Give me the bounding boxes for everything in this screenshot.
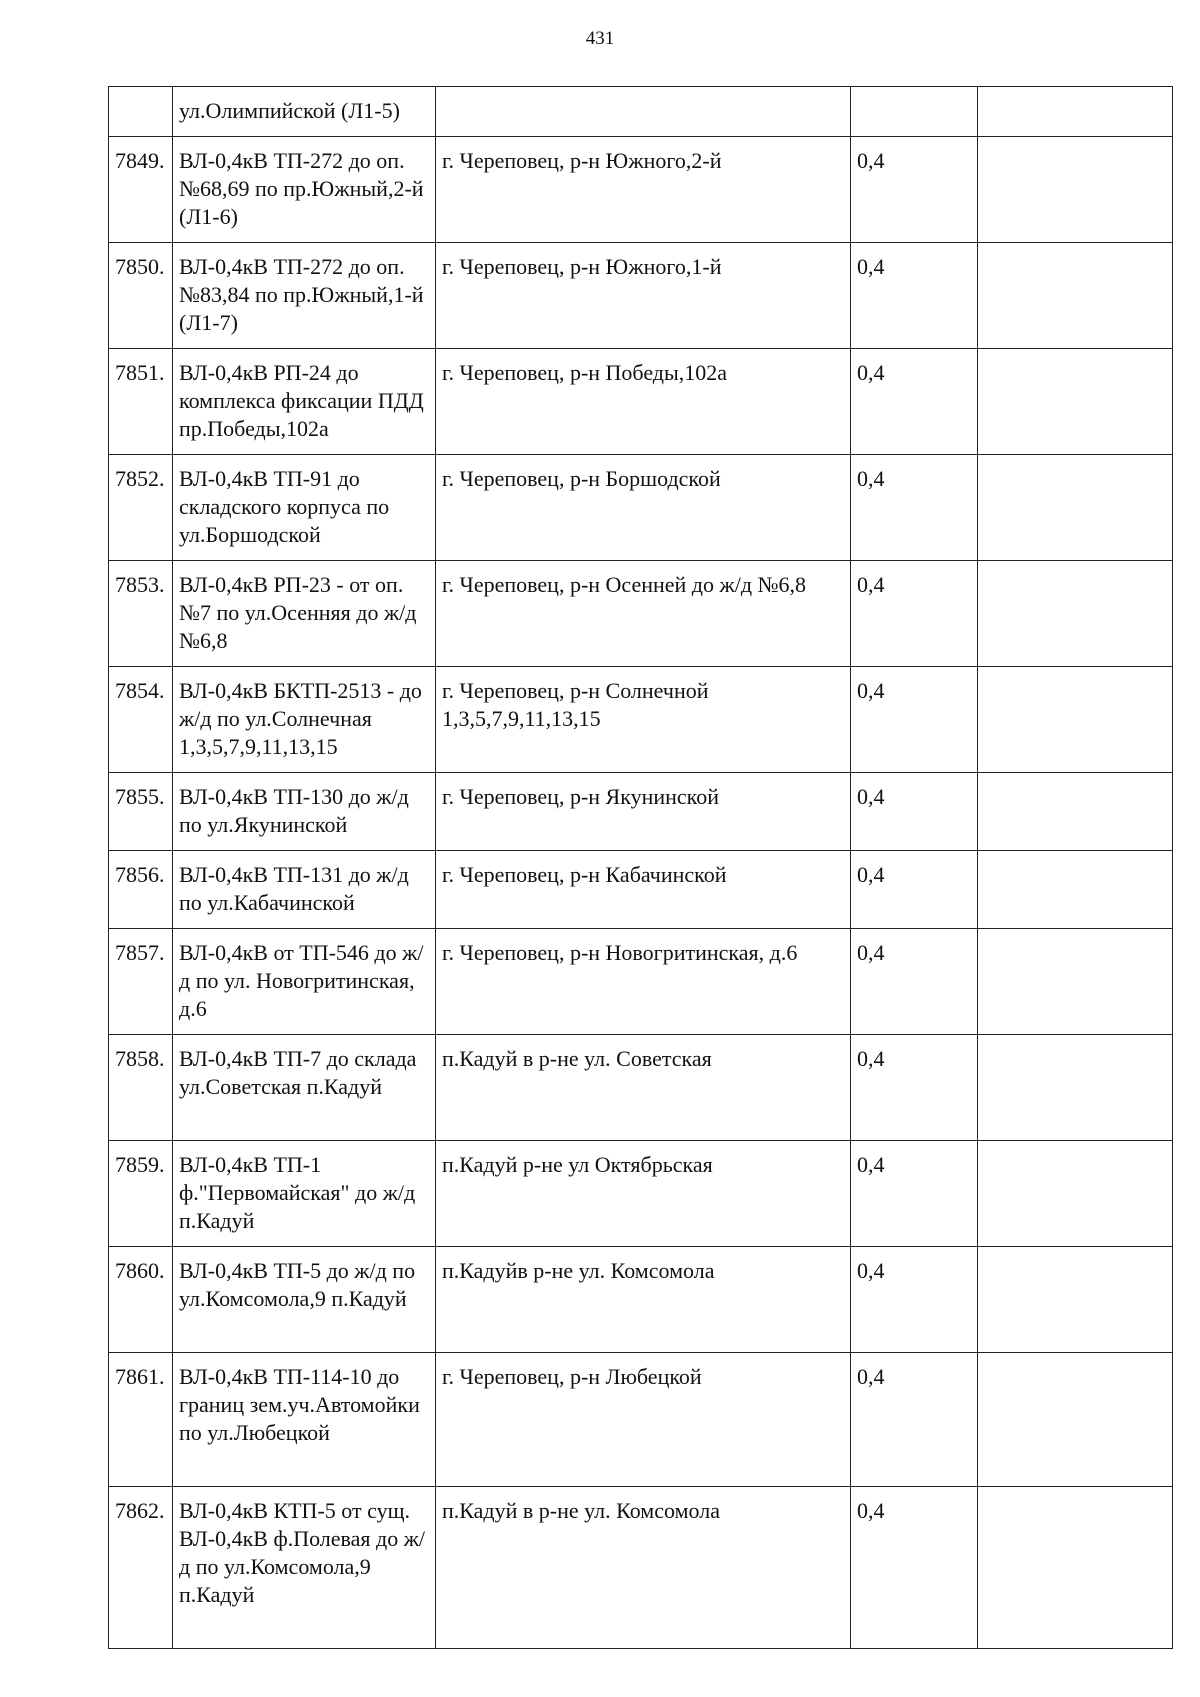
row-number-cell: 7861. bbox=[109, 1353, 173, 1487]
table-row bbox=[109, 561, 1173, 667]
line-name-cell: ВЛ-0,4кВ ТП-5 до ж/д по ул.Комсомола,9 п.Кадуй bbox=[173, 1247, 436, 1353]
row-number-cell: 7852. bbox=[109, 455, 173, 561]
extra-cell bbox=[978, 455, 1173, 561]
row-number-cell: 7855. bbox=[109, 773, 173, 851]
extra-cell bbox=[978, 1487, 1173, 1649]
line-name-cell: ВЛ-0,4кВ от ТП-546 до ж/д по ул. Новогритинская, д.6 bbox=[173, 929, 436, 1035]
address-cell: г. Череповец, р-н Якунинской bbox=[436, 773, 851, 851]
address-cell: г. Череповец, р-н Кабачинской bbox=[436, 851, 851, 929]
extra-cell bbox=[978, 561, 1173, 667]
voltage-cell bbox=[851, 87, 978, 137]
row-number-cell: 7851. bbox=[109, 349, 173, 455]
line-name-cell: ВЛ-0,4кВ ТП-7 до склада ул.Советская п.Кадуй bbox=[173, 1035, 436, 1141]
line-name-cell: ВЛ-0,4кВ ТП-131 до ж/д по ул.Кабачинской bbox=[173, 851, 436, 929]
extra-cell bbox=[978, 1035, 1173, 1141]
row-number-cell: 7849. bbox=[109, 137, 173, 243]
table-row bbox=[109, 851, 1173, 929]
page-number: 431 bbox=[585, 28, 615, 49]
address-cell: г. Череповец, р-н Любецкой bbox=[436, 1353, 851, 1487]
row-number-cell: 7860. bbox=[109, 1247, 173, 1353]
address-cell: г. Череповец, р-н Осенней до ж/д №6,8 bbox=[436, 561, 851, 667]
row-number-cell: 7853. bbox=[109, 561, 173, 667]
extra-cell bbox=[978, 243, 1173, 349]
extra-cell bbox=[978, 1141, 1173, 1247]
row-number-cell: 7850. bbox=[109, 243, 173, 349]
line-name-cell: ВЛ-0,4кВ ТП-1 ф."Первомайская" до ж/д п.Кадуй bbox=[173, 1141, 436, 1247]
voltage-cell: 0,4 bbox=[851, 137, 978, 243]
row-number-cell: 7857. bbox=[109, 929, 173, 1035]
extra-cell bbox=[978, 87, 1173, 137]
voltage-cell: 0,4 bbox=[851, 1035, 978, 1141]
voltage-cell: 0,4 bbox=[851, 1247, 978, 1353]
table-row bbox=[109, 1247, 1173, 1353]
extra-cell bbox=[978, 929, 1173, 1035]
address-cell: п.Кадуй в р-не ул. Комсомола bbox=[436, 1487, 851, 1649]
table-row bbox=[109, 455, 1173, 561]
address-cell: п.Кадуй в р-не ул. Советская bbox=[436, 1035, 851, 1141]
voltage-cell: 0,4 bbox=[851, 929, 978, 1035]
line-name-cell: ул.Олимпийской (Л1-5) bbox=[173, 87, 436, 137]
registry-table-body bbox=[109, 87, 1173, 1649]
voltage-cell: 0,4 bbox=[851, 1141, 978, 1247]
row-number-cell: 7862. bbox=[109, 1487, 173, 1649]
line-name-cell: ВЛ-0,4кВ РП-24 до комплекса фиксации ПДД пр.Победы,102а bbox=[173, 349, 436, 455]
line-name-cell: ВЛ-0,4кВ ТП-91 до складского корпуса по ул.Боршодской bbox=[173, 455, 436, 561]
table-row bbox=[109, 349, 1173, 455]
address-cell bbox=[436, 87, 851, 137]
line-name-cell: ВЛ-0,4кВ БКТП-2513 - до ж/д по ул.Солнечная 1,3,5,7,9,11,13,15 bbox=[173, 667, 436, 773]
extra-cell bbox=[978, 1353, 1173, 1487]
table-row bbox=[109, 1035, 1173, 1141]
table-row bbox=[109, 243, 1173, 349]
extra-cell bbox=[978, 1247, 1173, 1353]
row-number-cell bbox=[109, 87, 173, 137]
line-name-cell: ВЛ-0,4кВ РП-23 - от оп.№7 по ул.Осенняя до ж/д №6,8 bbox=[173, 561, 436, 667]
row-number-cell: 7858. bbox=[109, 1035, 173, 1141]
table-row bbox=[109, 773, 1173, 851]
extra-cell bbox=[978, 349, 1173, 455]
voltage-cell: 0,4 bbox=[851, 851, 978, 929]
address-cell: г. Череповец, р-н Южного,2-й bbox=[436, 137, 851, 243]
address-cell: г. Череповец, р-н Боршодской bbox=[436, 455, 851, 561]
line-name-cell: ВЛ-0,4кВ КТП-5 от сущ. ВЛ-0,4кВ ф.Полевая до ж/д по ул.Комсомола,9 п.Кадуй bbox=[173, 1487, 436, 1649]
table-row bbox=[109, 667, 1173, 773]
row-number-cell: 7859. bbox=[109, 1141, 173, 1247]
voltage-cell: 0,4 bbox=[851, 1487, 978, 1649]
line-name-cell: ВЛ-0,4кВ ТП-272 до оп.№68,69 по пр.Южный,2-й (Л1-6) bbox=[173, 137, 436, 243]
table-row bbox=[109, 1141, 1173, 1247]
table-row bbox=[109, 1353, 1173, 1487]
table-row bbox=[109, 929, 1173, 1035]
voltage-cell: 0,4 bbox=[851, 455, 978, 561]
address-cell: п.Кадуй р-не ул Октябрьская bbox=[436, 1141, 851, 1247]
voltage-cell: 0,4 bbox=[851, 561, 978, 667]
voltage-cell: 0,4 bbox=[851, 773, 978, 851]
voltage-cell: 0,4 bbox=[851, 667, 978, 773]
extra-cell bbox=[978, 851, 1173, 929]
registry-table bbox=[108, 86, 1173, 1649]
address-cell: п.Кадуйв р-не ул. Комсомола bbox=[436, 1247, 851, 1353]
row-number-cell: 7854. bbox=[109, 667, 173, 773]
line-name-cell: ВЛ-0,4кВ ТП-272 до оп.№83,84 по пр.Южный,1-й (Л1-7) bbox=[173, 243, 436, 349]
voltage-cell: 0,4 bbox=[851, 349, 978, 455]
table-row bbox=[109, 137, 1173, 243]
extra-cell bbox=[978, 667, 1173, 773]
address-cell: г. Череповец, р-н Солнечной 1,3,5,7,9,11,13,15 bbox=[436, 667, 851, 773]
line-name-cell: ВЛ-0,4кВ ТП-130 до ж/д по ул.Якунинской bbox=[173, 773, 436, 851]
voltage-cell: 0,4 bbox=[851, 1353, 978, 1487]
table-row bbox=[109, 1487, 1173, 1649]
line-name-cell: ВЛ-0,4кВ ТП-114-10 до границ зем.уч.Автомойки по ул.Любецкой bbox=[173, 1353, 436, 1487]
address-cell: г. Череповец, р-н Новогритинская, д.6 bbox=[436, 929, 851, 1035]
extra-cell bbox=[978, 137, 1173, 243]
extra-cell bbox=[978, 773, 1173, 851]
row-number-cell: 7856. bbox=[109, 851, 173, 929]
table-row bbox=[109, 87, 1173, 137]
address-cell: г. Череповец, р-н Южного,1-й bbox=[436, 243, 851, 349]
address-cell: г. Череповец, р-н Победы,102а bbox=[436, 349, 851, 455]
voltage-cell: 0,4 bbox=[851, 243, 978, 349]
